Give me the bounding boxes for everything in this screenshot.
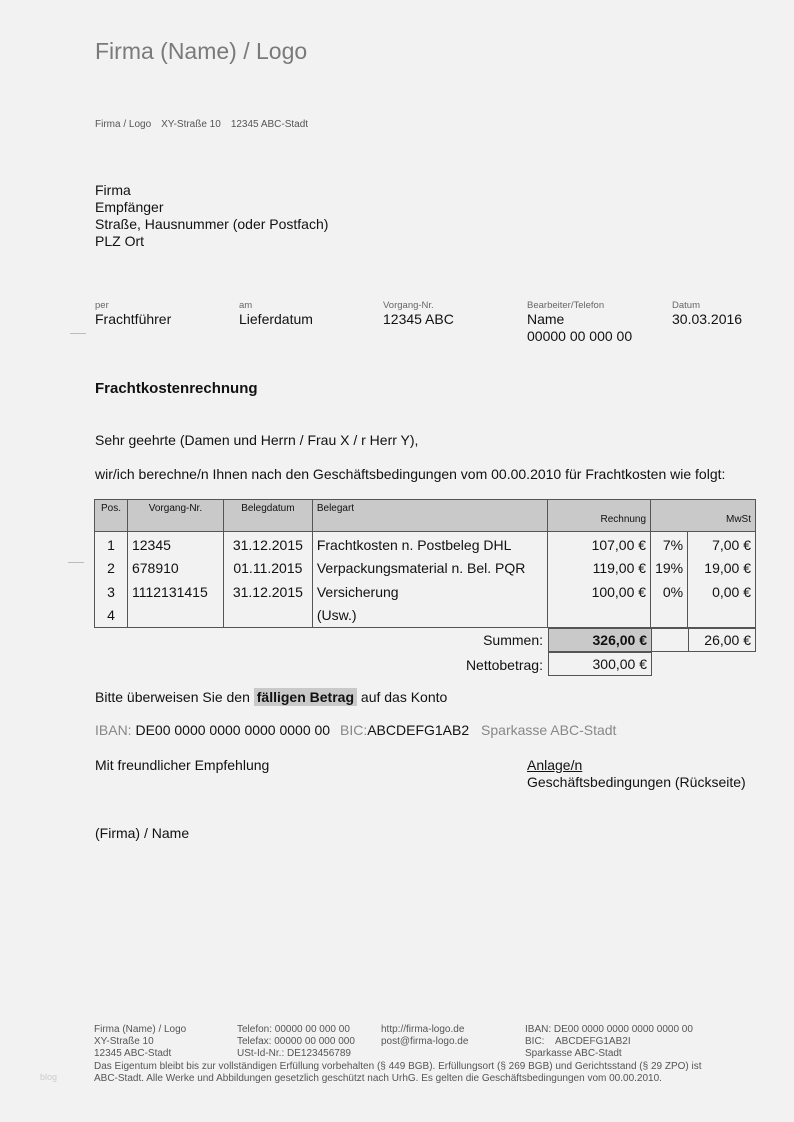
footer-email-link[interactable]: post@firma-logo.de — [381, 1036, 469, 1047]
footer-contact — [237, 1024, 355, 1060]
bic-label: BIC: — [339, 722, 368, 738]
table-row — [95, 556, 756, 580]
summen-empty-cell — [651, 628, 689, 652]
footer-website-link[interactable]: http://firma-logo.de — [381, 1024, 465, 1035]
col-header-pos: Pos. — [95, 500, 128, 532]
table-row — [95, 532, 756, 556]
cell-belegdatum: 01.11.2015 — [223, 556, 312, 580]
netto-value: 300,00 € — [548, 652, 652, 676]
cell-vorgang: 678910 — [127, 556, 223, 580]
footer-legal-line: ABC-Stadt. Alle Werke und Abbildungen gesetzlich geschützt nach UrhG. Es gelten die Geschäftsbedingungen vom 00.00.2010. — [94, 1073, 662, 1084]
footer-legal — [94, 1061, 702, 1085]
sender-line — [95, 119, 318, 130]
cell-rechnung: 100,00 € — [548, 580, 651, 604]
footer-company — [94, 1024, 186, 1060]
meta-value: 12345 ABC — [383, 311, 454, 327]
meta-value: Lieferdatum — [239, 311, 313, 327]
watermark-text: blog — [40, 1072, 58, 1082]
footer-legal-line: Das Eigentum bleibt bis zur vollständigen Erfüllung vorbehalten (§ 449 BGB). Erfüllungsort (§ 269 BGB) und Gerichtsstand (§ 29 ZPO) ist — [94, 1061, 702, 1072]
cell-rate: 19% — [651, 556, 688, 580]
iban-label: IBAN: — [95, 722, 132, 738]
footer-line: BIC: ABCDEFG1AB2I — [525, 1036, 631, 1047]
fold-mark — [68, 562, 84, 563]
footer-line: Sparkasse ABC-Stadt — [525, 1048, 622, 1059]
cell-rate: 7% — [651, 532, 688, 556]
cell-mwst: 19,00 € — [688, 556, 756, 580]
sender-city: 12345 ABC-Stadt — [230, 119, 309, 130]
footer-web — [381, 1024, 468, 1048]
cell-belegart: Verpackungsmaterial n. Bel. PQR — [312, 556, 547, 580]
company-logo-text: Firma (Name) / Logo — [95, 38, 308, 64]
cell-belegdatum: 31.12.2015 — [223, 532, 312, 556]
cell-pos: 2 — [95, 556, 128, 580]
payment-pre: Bitte überweisen Sie den — [95, 689, 250, 705]
footer-line: Telefon: 00000 00 000 00 — [237, 1024, 350, 1035]
meta-value: Name — [527, 311, 565, 327]
col-header-belegart: Belegart — [312, 500, 547, 532]
recipient-line: Firma — [95, 182, 131, 198]
cell-rate: 0% — [651, 580, 688, 604]
meta-datum — [672, 300, 742, 328]
cell-mwst — [688, 604, 756, 628]
anlage-label: Anlage/n — [527, 757, 583, 773]
footer-line: Firma (Name) / Logo — [94, 1024, 187, 1035]
meta-value: 30.03.2016 — [672, 311, 743, 327]
meta-label: Vorgang-Nr. — [383, 300, 434, 311]
recipient-line: Empfänger — [95, 199, 164, 215]
meta-label: Datum — [672, 300, 700, 311]
meta-value: 00000 00 000 00 — [527, 328, 633, 344]
table-row — [95, 604, 756, 628]
meta-label: per — [95, 300, 109, 311]
bic-value: ABCDEFG1AB2 — [367, 722, 470, 738]
table-row — [95, 580, 756, 604]
meta-label: Bearbeiter/Telefon — [527, 300, 605, 311]
footer-line: USt-Id-Nr.: DE123456789 — [237, 1048, 351, 1059]
cell-vorgang — [127, 604, 223, 628]
invoice-table — [94, 499, 756, 628]
meta-vorgang — [383, 300, 454, 328]
fold-mark — [70, 333, 86, 334]
meta-bearbeiter — [527, 300, 632, 345]
cell-belegdatum — [223, 604, 312, 628]
cell-mwst: 7,00 € — [688, 532, 756, 556]
summen-value: 326,00 € — [548, 628, 652, 652]
cell-rechnung: 119,00 € — [548, 556, 651, 580]
document-title: Frachtkostenrechnung — [95, 380, 258, 397]
summen-label: Summen: — [483, 632, 543, 648]
cell-rechnung: 107,00 € — [548, 532, 651, 556]
salutation: Sehr geehrte (Damen und Herrn / Frau X / r Herr Y), — [95, 432, 419, 448]
closing-greeting: Mit freundlicher Empfehlung — [95, 757, 270, 773]
footer-line: IBAN: DE00 0000 0000 0000 0000 00 — [525, 1024, 693, 1035]
sender-street: XY-Straße 10 — [161, 119, 221, 130]
cell-pos: 3 — [95, 580, 128, 604]
bank-name: Sparkasse ABC-Stadt — [481, 722, 617, 738]
meta-value: Frachtführer — [95, 311, 172, 327]
summen-mwst: 26,00 € — [688, 628, 756, 652]
footer-bank — [525, 1024, 693, 1060]
cell-vorgang: 1112131415 — [127, 580, 223, 604]
col-header-mwst: MwSt — [651, 500, 756, 532]
footer-line: Telefax: 00000 00 000 000 — [237, 1036, 355, 1047]
meta-am — [239, 300, 313, 328]
col-header-rechnung: Rechnung — [548, 500, 651, 532]
cell-belegart: (Usw.) — [312, 604, 547, 628]
cell-rate — [651, 604, 688, 628]
cell-mwst: 0,00 € — [688, 580, 756, 604]
meta-per — [95, 300, 171, 328]
cell-belegart: Frachtkosten n. Postbeleg DHL — [312, 532, 547, 556]
sender-company: Firma / Logo — [95, 119, 152, 130]
cell-belegdatum: 31.12.2015 — [223, 580, 312, 604]
signature: (Firma) / Name — [95, 825, 190, 841]
recipient-address — [95, 182, 328, 250]
meta-label: am — [239, 300, 253, 311]
bank-details — [95, 722, 616, 738]
cell-belegart: Versicherung — [312, 580, 547, 604]
payment-instruction — [95, 689, 447, 705]
netto-label: Nettobetrag: — [465, 657, 543, 673]
recipient-line: PLZ Ort — [95, 233, 145, 249]
payment-post: auf das Konto — [360, 689, 448, 705]
anlage-item: Geschäftsbedingungen (Rückseite) — [527, 774, 746, 790]
cell-pos: 1 — [95, 532, 128, 556]
col-header-vorgang: Vorgang-Nr. — [127, 500, 223, 532]
cell-rechnung — [548, 604, 651, 628]
cell-pos: 4 — [95, 604, 128, 628]
intro-text: wir/ich berechne/n Ihnen nach den Geschäftsbedingungen vom 00.00.2010 für Frachtkosten wie folgt: — [95, 466, 726, 482]
cell-vorgang: 12345 — [127, 532, 223, 556]
recipient-line: Straße, Hausnummer (oder Postfach) — [95, 216, 329, 232]
table-header-row — [95, 500, 756, 532]
col-header-belegdatum: Belegdatum — [223, 500, 312, 532]
iban-value: DE00 0000 0000 0000 0000 00 — [135, 722, 331, 738]
footer-line: XY-Straße 10 — [94, 1036, 154, 1047]
payment-highlight: fälligen Betrag — [254, 688, 357, 706]
footer-line: 12345 ABC-Stadt — [94, 1048, 172, 1059]
